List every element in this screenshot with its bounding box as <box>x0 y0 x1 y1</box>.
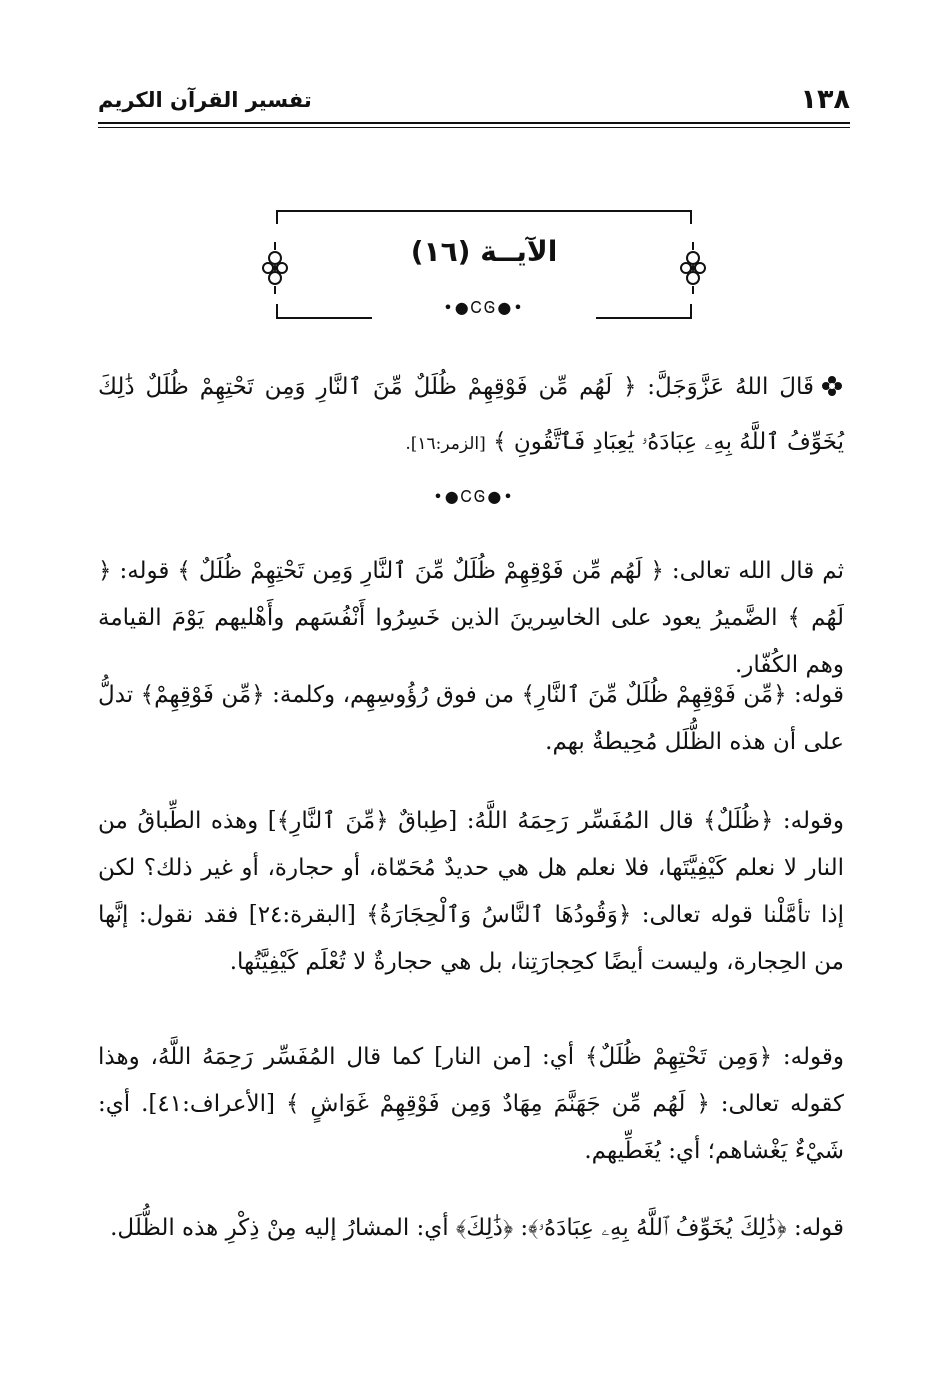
heading-divider: •●ᏟᎶ●• <box>443 298 525 317</box>
paragraph: ثم قال الله تعالى: ﴿ لَهُم مِّن فَوْقِهِمْ ظُلَلٌ مِّنَ ٱلنَّارِ وَمِن تَحْتِهِمْ ظُلَلٌ ﴾ قوله: ﴿ لَهُم ﴾ الضَّميرُ يعود على الخاسِرينَ الذين خَسِرُوا أَنْفُسَهم وأَهْليهم يَوْمَ القيامة وهم الكُفّار. <box>98 558 844 678</box>
verse-citation: [الزمر:١٦]. <box>405 434 486 454</box>
paragraph: وقوله: ﴿وَمِن تَحْتِهِمْ ظُلَلٌ﴾ أي: [من النار] كما قال المُفَسِّر رَحِمَهُ اللَّهُ، وهذا كقوله تعالى: ﴿ لَهُم مِّن جَهَنَّمَ مِهَادٌ وَمِن فَوْقِهِمْ غَوَاشٍ ﴾ [الأعراف:٤١]. أي: شَيْءٌ يَغْشاهم؛ أي: يُغَطِّيهم. <box>98 1044 844 1164</box>
book-title: تفسير القرآن الكريم <box>98 88 312 112</box>
page-header <box>98 82 850 122</box>
quran-verse <box>98 360 844 472</box>
paragraph: قوله: ﴿ذَٰلِكَ يُخَوِّفُ ٱللَّهُ بِهِۦ عِبَادَهُۥ﴾: ﴿ذَٰلِكَ﴾ أي: المشارُ إليه مِنْ ذِكْرِ هذه الظُّلَل. <box>110 1215 844 1241</box>
page-number: ١٣٨ <box>800 84 850 115</box>
header-rule <box>98 122 850 124</box>
ayah-heading-frame <box>276 210 692 320</box>
ayah-heading: الآيــة (١٦) <box>410 235 558 268</box>
verse-text: قَالَ اللهُ عَزَّوَجَلَّ: ﴿ لَهُم مِّن فَوْقِهِمْ ظُلَلٌ مِّنَ ٱلنَّارِ وَمِن تَحْتِهِمْ ظُلَلٌ ذَٰلِكَ يُخَوِّفُ ٱللَّهُ بِهِۦ عِبَادَهُۥ يَٰعِبَادِ فَٱتَّقُونِ ﴾ <box>98 374 844 455</box>
paragraph: قوله: ﴿مِّن فَوْقِهِمْ ظُلَلٌ مِّنَ ٱلنَّارِ﴾ من فوق رُؤُوسِهِم، وكلمة: ﴿مِّن فَوْقِهِمْ﴾ تدلُّ على أن هذه الظُّلَل مُحِيطةٌ بهم. <box>98 682 844 755</box>
paragraph: وقوله: ﴿ظُلَلٌ﴾ قال المُفَسِّر رَحِمَهُ اللَّهُ: [طِباقٌ ﴿مِّنَ ٱلنَّارِ﴾] وهذه الطِّباقُ من النار لا نعلم كَيْفِيَّتَها، فلا نعلم هل هي حديدٌ مُحَمّاة، أو حجارة، أو غير ذلك؟ لكن إذا تأمَّلْنا قوله تعالى: ﴿وَقُودُهَا ٱلنَّاسُ وَٱلْحِجَارَةُ﴾ [البقرة:٢٤] فقد نقول: إنَّها من الحِجارة، وليست أيضًا كحِجارَتِنا، بل هي حجارةٌ لا تُعْلَم كَيْفِيَّتُها. <box>98 808 844 975</box>
header-rule-thin <box>98 127 850 128</box>
flower-ornament-icon <box>820 374 844 398</box>
section-divider: •●ᏟᎶ●• <box>433 487 515 506</box>
